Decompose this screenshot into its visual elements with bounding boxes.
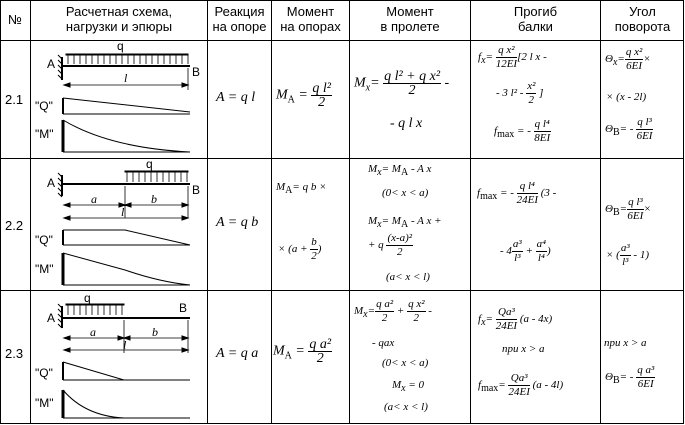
label-Q-3: "Q" [35,366,53,380]
header-angle [601,4,684,34]
label-A-3: A [47,311,56,325]
rotation-b-row-1: ΘB= - $\frac{\text{q l³}}{6EI}$ [605,116,653,142]
span-moment-row-3-line2: - qax [372,337,395,349]
span-moment-row-1-line2: - q l x [390,116,423,131]
label-q-2: q [146,157,153,171]
reaction-row-1: A = q l [216,90,256,105]
label-q-3: q [84,291,91,305]
label-A-2: A [47,176,56,190]
max-deflection-row-2-line2: - 4 $\frac{\text{a³}}{\text{l³}}$ + $\frac{\text{a⁴}}{\text{l⁴}}$ ) [500,238,551,264]
header-scheme-1: Расчетная схема, [65,4,173,19]
header-moment-support [272,4,349,34]
rotation-row-3-cond: при x > a [604,337,647,349]
label-b-3: b [152,325,158,339]
reaction-row-2: A = q b [216,215,259,230]
header-scheme-2: нагрузки и эпюры [65,19,173,34]
rotation-b-row-3: ΘB= - $\frac{\text{q a³}}{6EI}$ [605,364,655,390]
rotation-b-row-2-line2: × ( $\frac{\text{a³}}{\text{l³}}$ - 1) [606,242,649,268]
rotation-b-row-2: ΘB= $\frac{\text{q l³}}{6EI}$ × [605,196,652,222]
header-deflection [471,4,600,34]
label-B-1: B [192,65,201,79]
header-reaction-1: Реакция [214,4,265,19]
support-moment-row-3: $M_A$ = $\frac{\text{q a²}}{2}$ [273,337,332,366]
span-moment-row-1: $M_x=$ $\frac{\text{q l² + q x²}}{2}$ - [354,69,450,98]
span-moment-row-2a-cond: (0< x < a) [382,187,429,199]
span-moment-row-3-zero: Mx = 0 [392,379,425,395]
row-number-3: 2.3 [5,346,24,361]
span-moment-row-2b: Mx= MA - A x + [368,215,442,231]
span-moment-row-2b-cond: (a< x < l) [386,271,430,283]
header-angle-1: Угол [629,4,656,19]
header-moment-support-1: Момент [286,4,335,19]
scheme-row-1 [58,54,190,152]
span-moment-row-3: Mx= $\frac{\text{q a²}}{2}$ + $\frac{\text{q x²}}{2}$ - [354,298,432,324]
rotation-row-1-line2: × (x - 2l) [606,91,647,103]
deflection-row-1: fx= $\frac{\text{q x²}}{12EI}$ [2 l x - [478,44,547,70]
label-M-1: "M" [35,127,54,141]
label-l-2: l [121,205,125,219]
row-number-1: 2.1 [5,92,24,107]
scheme-row-3 [58,304,190,418]
label-l-1: l [124,71,128,85]
header-deflection-2: балки [518,19,553,34]
label-M-2: "M" [35,262,54,276]
header-angle-2: поворота [614,19,671,34]
support-moment-row-2: MA= q b × [276,181,327,197]
rotation-row-1: Θx= $\frac{\text{q x²}}{6EI}$ × [605,46,651,72]
max-deflection-row-3: fmax= $\frac{\text{Qa³}}{24EI}$ (a - 4l) [478,372,564,398]
label-a-3: a [90,325,96,339]
support-moment-row-1: $M_A$ = $\frac{\text{q l²}}{2}$ [276,81,331,110]
deflection-row-3: fx= $\frac{\text{Qa³}}{24EI}$ (a - 4x) [478,306,553,332]
label-l-3: l [123,338,127,352]
scheme-row-2 [58,171,190,285]
reaction-row-3: A = q a [216,346,259,361]
label-q-1: q [117,39,124,53]
header-deflection-1: Прогиб [513,4,558,19]
header-reaction [208,4,271,34]
max-deflection-row-1: fmax = - $\frac{\text{q l⁴}}{8EI}$ [494,118,551,144]
header-moment-span-1: Момент [386,4,434,19]
header-num: № [8,12,22,27]
label-M-3: "M" [35,396,54,410]
row-number-2: 2.2 [5,218,24,233]
header-scheme [31,4,207,34]
label-Q-2: "Q" [35,233,53,247]
label-B-3: B [179,301,188,315]
deflection-row-3-cond: при x > a [502,343,545,355]
span-moment-row-3-cond1: (0< x < a) [382,357,429,369]
header-moment-span [350,4,470,34]
support-moment-row-2-line2: × (a + $\frac{b}{2}$ ) [278,236,322,262]
max-deflection-row-2: fmax = - $\frac{\text{q l⁴}}{24EI}$ (3 - [477,180,557,206]
header-moment-support-2: на опорах [280,19,341,34]
label-a-2: a [91,192,97,206]
label-A-1: A [47,57,56,71]
span-moment-row-3-cond2: (a< x < l) [384,401,428,413]
span-moment-row-2b-line2: + q $\frac{\text{(x-a)²}}{2}$ [368,232,413,258]
label-Q-1: "Q" [35,99,53,113]
label-B-2: B [192,183,201,197]
label-b-2: b [151,192,157,206]
span-moment-row-2a: Mx= MA - A x [368,163,432,179]
header-reaction-2: на опоре [212,19,267,34]
header-moment-span-2: в пролете [380,19,440,34]
deflection-row-1-line2: - 3 l² - $\frac{\text{x²}}{2}$ ] [496,80,544,106]
